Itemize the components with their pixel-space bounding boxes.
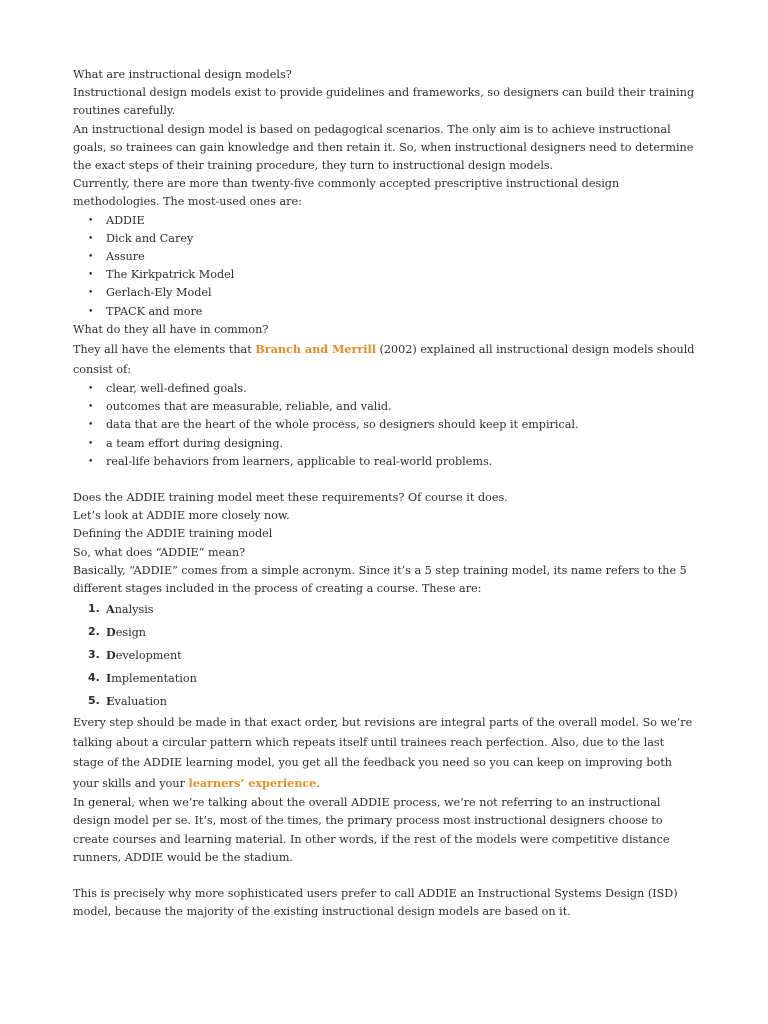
- paragraph: An instructional design model is based on pedagogical scenarios. The only aim is to achieve instructional goals, so trainees can gain knowledge and then retain it. So, when instructional designers need to determine the exact steps of their training procedure, they turn to instructional design models.: [73, 122, 694, 173]
- list-item: • data that are the heart of the whole process, so designers should keep it empirical.: [73, 416, 698, 434]
- elements-list: [73, 380, 698, 471]
- list-item: 3. Development: [88, 648, 182, 663]
- article-body: [73, 66, 698, 922]
- paragraph: They all have the elements that Branch and Merrill (2002) explained all instructional design models should consist of:: [73, 342, 695, 377]
- list-item: • Assure: [73, 248, 698, 266]
- addie-stages-list: [73, 598, 698, 713]
- paragraph: This is precisely why more sophisticated users prefer to call ADDIE an Instructional Systems Design (ISD) model, because the majority of the existing instructional design models are based on it.: [73, 887, 678, 919]
- section-heading: Defining the ADDIE training model: [73, 527, 273, 541]
- list-item: • Dick and Carey: [73, 230, 698, 248]
- bullet-icon: •: [88, 402, 94, 413]
- bullet-icon: •: [88, 384, 94, 395]
- paragraph: Every step should be made in that exact order, but revisions are integral parts of the overall model. So we’re talking about a circular pattern which repeats itself until trainees reach perfection. Also, due to the last stage of the ADDIE learning model, you get all the feedback you need so you can keep on improving both your skills and your learners’ experience.: [73, 716, 693, 791]
- models-list: [73, 212, 698, 321]
- list-item: 1. Analysis: [88, 602, 154, 617]
- paragraph: Instructional design models exist to provide guidelines and frameworks, so designers can build their training routines carefully.: [73, 86, 695, 118]
- list-item: 2. Design: [88, 625, 147, 640]
- spacer: [73, 471, 698, 489]
- bullet-icon: •: [88, 420, 94, 431]
- branch-merrill-link[interactable]: Branch and Merrill: [255, 342, 376, 357]
- learners-experience-link[interactable]: learners’ experience: [188, 776, 317, 791]
- bullet-icon: •: [88, 306, 94, 317]
- paragraph: Does the ADDIE training model meet these requirements? Of course it does.: [73, 491, 508, 505]
- list-item: • ADDIE: [73, 212, 698, 230]
- question-heading: What do they all have in common?: [73, 322, 269, 336]
- list-item: • a team effort during designing.: [73, 435, 698, 453]
- bullet-icon: •: [88, 252, 94, 263]
- paragraph: Currently, there are more than twenty-five commonly accepted prescriptive instructional design methodologies. The most-used ones are:: [73, 177, 620, 209]
- list-item: • Gerlach-Ely Model: [73, 284, 698, 302]
- bullet-icon: •: [88, 233, 94, 244]
- list-item: • The Kirkpatrick Model: [73, 266, 698, 284]
- list-item: • real-life behaviors from learners, applicable to real-world problems.: [73, 453, 698, 471]
- list-item: • outcomes that are measurable, reliable, and valid.: [73, 398, 698, 416]
- list-item: • clear, well-defined goals.: [73, 380, 698, 398]
- bullet-icon: •: [88, 288, 94, 299]
- bullet-icon: •: [88, 270, 94, 281]
- list-item: • TPACK and more: [73, 303, 698, 321]
- bullet-icon: •: [88, 438, 94, 449]
- bullet-icon: •: [88, 215, 94, 226]
- paragraph: Let’s look at ADDIE more closely now.: [73, 509, 290, 523]
- bullet-icon: •: [88, 456, 94, 467]
- question-heading: What are instructional design models?: [73, 68, 292, 81]
- list-item: 4. Implementation: [88, 671, 197, 686]
- paragraph: Basically, “ADDIE” comes from a simple acronym. Since it’s a 5 step training model, its name refers to the 5 different stages included in the process of creating a course. These are:: [73, 563, 687, 596]
- spacer: [73, 867, 698, 885]
- question-heading: So, what does “ADDIE” mean?: [73, 545, 246, 559]
- paragraph: In general, when we’re talking about the overall ADDIE process, we’re not referring to an instructional design model per se. It’s, most of the times, the primary process most instructional designers choose to create courses and learning material. In other words, if the rest of the models were competitive distance runners, ADDIE would be the stadium.: [73, 796, 670, 864]
- list-item: 5. Evaluation: [88, 694, 167, 709]
